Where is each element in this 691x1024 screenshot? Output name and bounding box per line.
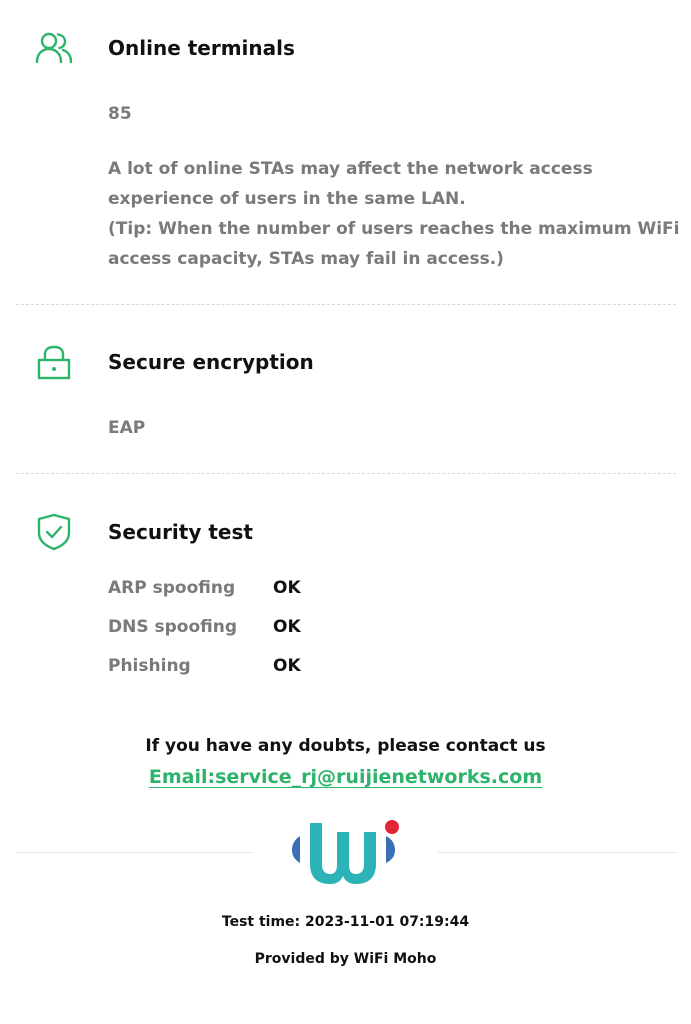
online-terminals-count: 85 — [108, 104, 132, 124]
description-line-1: A lot of online STAs may affect the network access — [108, 159, 593, 179]
tip-line-2: access capacity, STAs may fail in access.) — [108, 249, 504, 269]
security-test-title: Security test — [108, 520, 253, 544]
check-value: OK — [273, 656, 301, 676]
contact-email-link[interactable]: Email:service_rj@ruijienetworks.com — [148, 766, 543, 788]
provided-by: Provided by WiFi Moho — [254, 951, 437, 967]
online-terminals-description — [108, 154, 680, 274]
secure-encryption-section — [0, 305, 691, 473]
description-line-2: experience of users in the same LAN. — [108, 189, 466, 209]
check-label: Phishing — [108, 656, 191, 676]
security-check-row — [108, 656, 408, 680]
tip-line-1: (Tip: When the number of users reaches the maximum WiFi — [108, 219, 680, 239]
shield-check-icon — [34, 512, 74, 552]
contact-email-row — [0, 766, 691, 788]
security-check-row — [108, 578, 408, 602]
footer-divider-left — [16, 852, 252, 853]
security-test-section — [0, 474, 691, 704]
check-value: OK — [273, 578, 301, 598]
check-label: ARP spoofing — [108, 578, 236, 598]
secure-encryption-title: Secure encryption — [108, 350, 314, 374]
encryption-value: EAP — [108, 418, 146, 438]
test-time: Test time: 2023-11-01 07:19:44 — [221, 914, 470, 930]
users-icon — [34, 28, 74, 68]
online-terminals-title: Online terminals — [108, 36, 295, 60]
online-terminals-section — [0, 0, 691, 304]
check-label: DNS spoofing — [108, 617, 238, 637]
contact-heading: If you have any doubts, please contact us — [145, 736, 546, 756]
security-check-row — [108, 617, 408, 641]
check-value: OK — [273, 617, 301, 637]
footer-divider-right — [438, 852, 676, 853]
lock-icon — [34, 343, 74, 383]
wifi-moho-logo-icon — [292, 818, 402, 888]
